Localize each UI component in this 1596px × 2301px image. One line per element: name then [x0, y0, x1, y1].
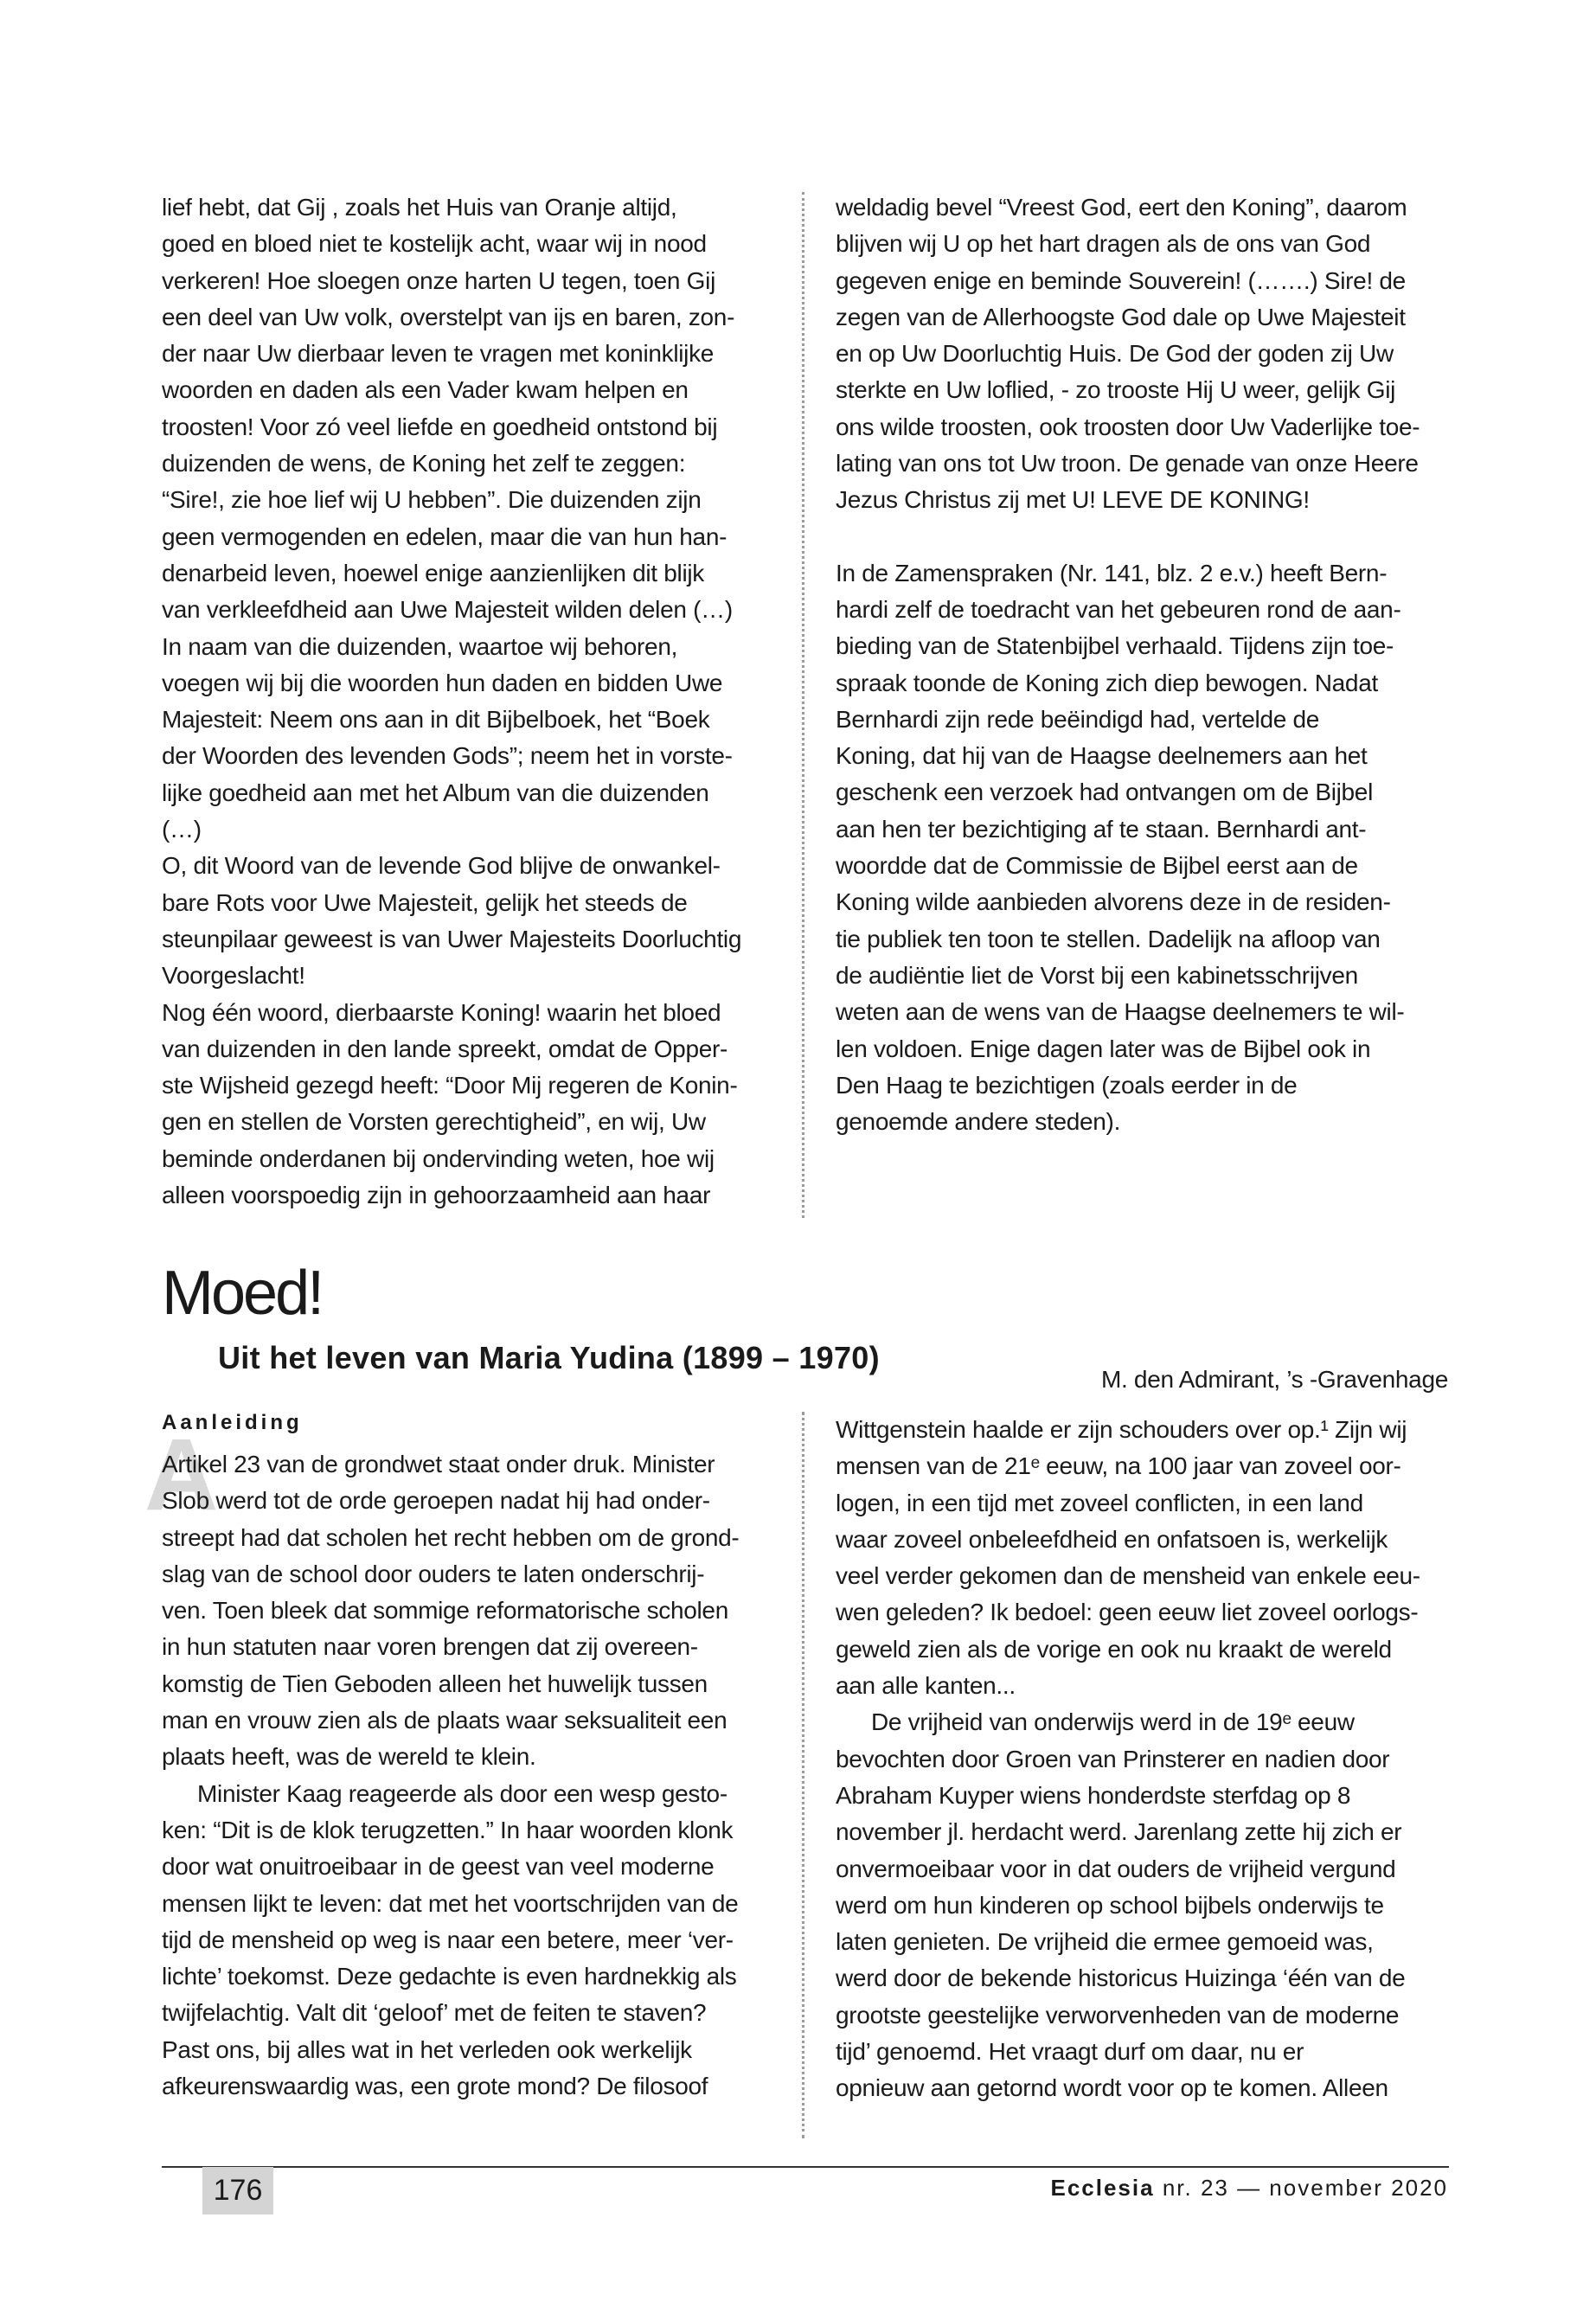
- footer-rule: [162, 2166, 1449, 2168]
- text-line: O, dit Woord van de levende God blijve de onwankel-: [162, 852, 721, 880]
- text-line: spraak toonde de Koning zich diep bewogen. Nadat: [836, 669, 1378, 696]
- text-line: weten aan de wens van de Haagse deelnemers te wil-: [836, 998, 1405, 1026]
- bottom-left-paragraph-2: [162, 1776, 798, 2106]
- text-line: woorden en daden als een Vader kwam helpen en: [162, 376, 689, 404]
- text-line: Past ons, bij alles wat in het verleden ook werkelijk: [162, 2035, 692, 2063]
- text-line: De vrijheid van onderwijs werd in de 19ᵉ eeuw: [871, 1708, 1355, 1736]
- text-line: Nog één woord, dierbaarste Koning! waarin het bloed: [162, 998, 721, 1026]
- text-line: blijven wij U op het hart dragen als de ons van God: [836, 230, 1371, 258]
- text-line: denarbeid leven, hoewel enige aanzienlijken dit blijk: [162, 559, 704, 586]
- text-line: wen geleden? Ik bedoel: geen eeuw liet zoveel oorlogs-: [836, 1599, 1419, 1626]
- top-left-column: [162, 189, 798, 1214]
- text-line: Slob werd tot de orde geroepen nadat hij had onder-: [162, 1487, 710, 1515]
- text-line: twijfelachtig. Valt dit ‘geloof’ met de feiten te staven?: [162, 1999, 707, 2027]
- text-line: goed en bloed niet te kostelijk acht, waar wij in nood: [162, 230, 707, 258]
- text-line: man en vrouw zien als de plaats waar seksualiteit een: [162, 1707, 727, 1734]
- text-line: in hun statuten naar voren brengen dat zij overeen-: [162, 1633, 698, 1661]
- bottom-left-column: [162, 1446, 798, 2105]
- text-line: Abraham Kuyper wiens honderdste sterfdag op 8: [836, 1781, 1351, 1809]
- text-line: van duizenden in den lande spreekt, omdat de Opper-: [162, 1035, 728, 1062]
- text-line: weldadig bevel “Vreest God, eert den Koning”, daarom: [836, 194, 1407, 221]
- text-line: troosten! Voor zó veel liefde en goedheid ontstond bij: [162, 413, 718, 440]
- text-line: sterkte en Uw loflied, - zo trooste Hij U weer, gelijk Gij: [836, 376, 1396, 404]
- text-line: laten genieten. De vrijheid die ermee gemoeid was,: [836, 1928, 1374, 1956]
- bottom-left-paragraph-1: [162, 1446, 798, 1776]
- text-line: tie publiek ten toon te stellen. Dadelijk na afloop van: [836, 925, 1381, 952]
- text-line: geen vermogenden en edelen, maar die van hun han-: [162, 522, 727, 550]
- top-right-paragraph-2: [836, 555, 1448, 1141]
- text-line: komstig de Tien Geboden alleen het huwelijk tussen: [162, 1670, 708, 1697]
- text-line: “Sire!, zie hoe lief wij U hebben”. Die duizenden zijn: [162, 486, 702, 514]
- text-line: Wittgenstein haalde er zijn schouders over op.¹ Zijn wij: [836, 1416, 1407, 1443]
- text-line: lating van ons tot Uw troon. De genade van onze Heere: [836, 450, 1419, 478]
- text-line: In de Zamenspraken (Nr. 141, blz. 2 e.v.) heeft Bern-: [836, 559, 1388, 586]
- text-line: werd om hun kinderen op school bijbels onderwijs te: [836, 1891, 1384, 1919]
- text-line: der naar Uw dierbaar leven te vragen met koninklijke: [162, 340, 715, 368]
- text-line: aan hen ter bezichtiging af te staan. Bernhardi ant-: [836, 815, 1367, 843]
- text-line: aan alle kanten...: [836, 1672, 1016, 1700]
- text-line: opnieuw aan getornd wordt voor op te komen. Alleen: [836, 2074, 1388, 2102]
- text-line: en op Uw Doorluchtig Huis. De God der goden zij Uw: [836, 340, 1394, 368]
- text-line: gegeven enige en beminde Souverein! (…….) Sire! de: [836, 266, 1406, 294]
- text-line: der Woorden des levenden Gods”; neem het in vorste-: [162, 742, 733, 770]
- top-right-paragraph-1: [836, 189, 1448, 519]
- text-line: hardi zelf de toedracht van het gebeuren rond de aan-: [836, 595, 1401, 623]
- journal-info: [1050, 2170, 1448, 2205]
- text-line: In naam van die duizenden, waartoe wij behoren,: [162, 632, 678, 660]
- text-line: bevochten door Groen van Prinsterer en nadien door: [836, 1745, 1390, 1772]
- top-right-column: [836, 189, 1448, 1140]
- column-divider-top: [802, 192, 804, 1218]
- journal-issue: nr. 23 — november 2020: [1162, 2175, 1448, 2201]
- text-line: ons wilde troosten, ook troosten door Uw Vaderlijke toe-: [836, 413, 1420, 440]
- text-line: ven. Toen bleek dat sommige reformatorische scholen: [162, 1597, 728, 1625]
- text-line: duizenden de wens, de Koning het zelf te zeggen:: [162, 450, 686, 478]
- text-line: geweld zien als de vorige en ook nu kraakt de wereld: [836, 1635, 1392, 1663]
- text-line: Jezus Christus zij met U! LEVE DE KONING!: [836, 486, 1310, 514]
- article-subtitle: Uit het leven van Maria Yudina (1899 – 1970): [218, 1340, 880, 1375]
- text-line: afkeurenswaardig was, een grote mond? De filosoof: [162, 2073, 708, 2100]
- text-line: werd door de bekende historicus Huizinga ‘één van de: [836, 1965, 1406, 1992]
- text-line: een deel van Uw volk, overstelpt van ijs en baren, zon-: [162, 303, 735, 330]
- article-title: Moed!: [162, 1259, 323, 1328]
- text-line: woordde dat de Commissie de Bijbel eerst aan de: [836, 852, 1358, 880]
- text-line: lief hebt, dat Gij , zoals het Huis van Oranje altijd,: [162, 194, 677, 221]
- page-number: 176: [202, 2167, 273, 2214]
- bottom-right-column: [836, 1412, 1448, 2107]
- text-line: door wat onuitroeibaar in de geest van veel moderne: [162, 1853, 715, 1881]
- text-line: tijd’ genoemd. Het vraagt durf om daar, nu er: [836, 2038, 1304, 2066]
- text-line: lijke goedheid aan met het Album van die duizenden: [162, 779, 709, 806]
- text-line: steunpilaar geweest is van Uwer Majesteits Doorluchtig: [162, 925, 742, 952]
- text-line: genoemde andere steden).: [836, 1108, 1121, 1136]
- text-line: november jl. herdacht werd. Jarenlang zette hij zich er: [836, 1818, 1402, 1846]
- text-line: van verkleefdheid aan Uwe Majesteit wilden delen (…): [162, 596, 733, 624]
- text-line: waar zoveel onbeleefdheid en onfatsoen is, werkelijk: [836, 1525, 1388, 1553]
- text-line: Artikel 23 van de grondwet staat onder druk. Minister: [162, 1451, 715, 1477]
- dropcap-letter: A: [144, 1418, 219, 1532]
- text-line: beminde onderdanen bij ondervinding weten, hoe wij: [162, 1144, 715, 1172]
- text-line: onvermoeibaar voor in dat ouders de vrijheid vergund: [836, 1855, 1396, 1882]
- signature: M. den Admirant, ’s -Gravenhage: [1100, 1366, 1448, 1393]
- text-line: Koning wilde aanbieden alvorens deze in de residen-: [836, 888, 1391, 916]
- text-line: voegen wij bij die woorden hun daden en bidden Uwe: [162, 669, 723, 696]
- text-line: verkeren! Hoe sloegen onze harten U tegen, toen Gij: [162, 266, 715, 294]
- text-line: bieding van de Statenbijbel verhaald. Tijdens zijn toe-: [836, 632, 1394, 660]
- text-line: alleen voorspoedig zijn in gehoorzaamheid aan haar: [162, 1182, 711, 1209]
- text-line: gen en stellen de Vorsten gerechtigheid”, en wij, Uw: [162, 1108, 706, 1136]
- text-line: Minister Kaag reageerde als door een wesp gesto-: [197, 1779, 727, 1807]
- journal-name: Ecclesia: [1050, 2175, 1155, 2201]
- text-line: streept had dat scholen het recht hebben om de grond-: [162, 1523, 740, 1551]
- text-line: Majesteit: Neem ons aan in dit Bijbelboek, het “Boek: [162, 706, 710, 734]
- text-line: veel verder gekomen dan de mensheid van enkele eeu-: [836, 1562, 1420, 1590]
- text-line: geschenk een verzoek had ontvangen om de Bijbel: [836, 779, 1374, 806]
- text-line: Koning, dat hij van de Haagse deelnemers aan het: [836, 742, 1368, 770]
- text-line: plaats heeft, was de wereld te klein.: [162, 1743, 536, 1771]
- text-line: logen, in een tijd met zoveel conflicten, in een land: [836, 1489, 1363, 1516]
- text-line: de audiëntie liet de Vorst bij een kabinetsschrijven: [836, 961, 1358, 989]
- text-line: lichte’ toekomst. Deze gedachte is even hardnekkig als: [162, 1963, 737, 1990]
- text-line: ste Wijsheid gezegd heeft: “Door Mij regeren de Konin-: [162, 1072, 738, 1099]
- text-line: len voldoen. Enige dagen later was de Bijbel ook in: [836, 1035, 1371, 1062]
- text-line: grootste geestelijke verworvenheden van de moderne: [836, 2001, 1400, 2029]
- text-line: Bernhardi zijn rede beëindigd had, vertelde de: [836, 705, 1320, 733]
- text-line: Den Haag te bezichtigen (zoals eerder in de: [836, 1071, 1298, 1099]
- text-line: mensen lijkt te leven: dat met het voortschrijden van de: [162, 1889, 739, 1917]
- text-line: mensen van de 21ᵉ eeuw, na 100 jaar van zoveel oor-: [836, 1452, 1401, 1480]
- text-line: tijd de mensheid op weg is naar een betere, meer ‘ver-: [162, 1926, 734, 1953]
- text-line: ken: “Dit is de klok terugzetten.” In haar woorden klonk: [162, 1816, 734, 1843]
- text-line: zegen van de Allerhoogste God dale op Uwe Majesteit: [836, 303, 1406, 330]
- text-line: Voorgeslacht!: [162, 962, 305, 990]
- column-divider-bottom: [802, 1412, 804, 2138]
- text-line: (…): [162, 816, 202, 843]
- section-label: Aanleiding: [162, 1411, 303, 1434]
- text-line: slag van de school door ouders te laten onderschrij-: [162, 1560, 705, 1587]
- bottom-right-paragraph-2: [836, 1704, 1448, 2106]
- bottom-right-paragraph-1: [836, 1412, 1448, 1704]
- text-line: bare Rots voor Uwe Majesteit, gelijk het steeds de: [162, 888, 688, 916]
